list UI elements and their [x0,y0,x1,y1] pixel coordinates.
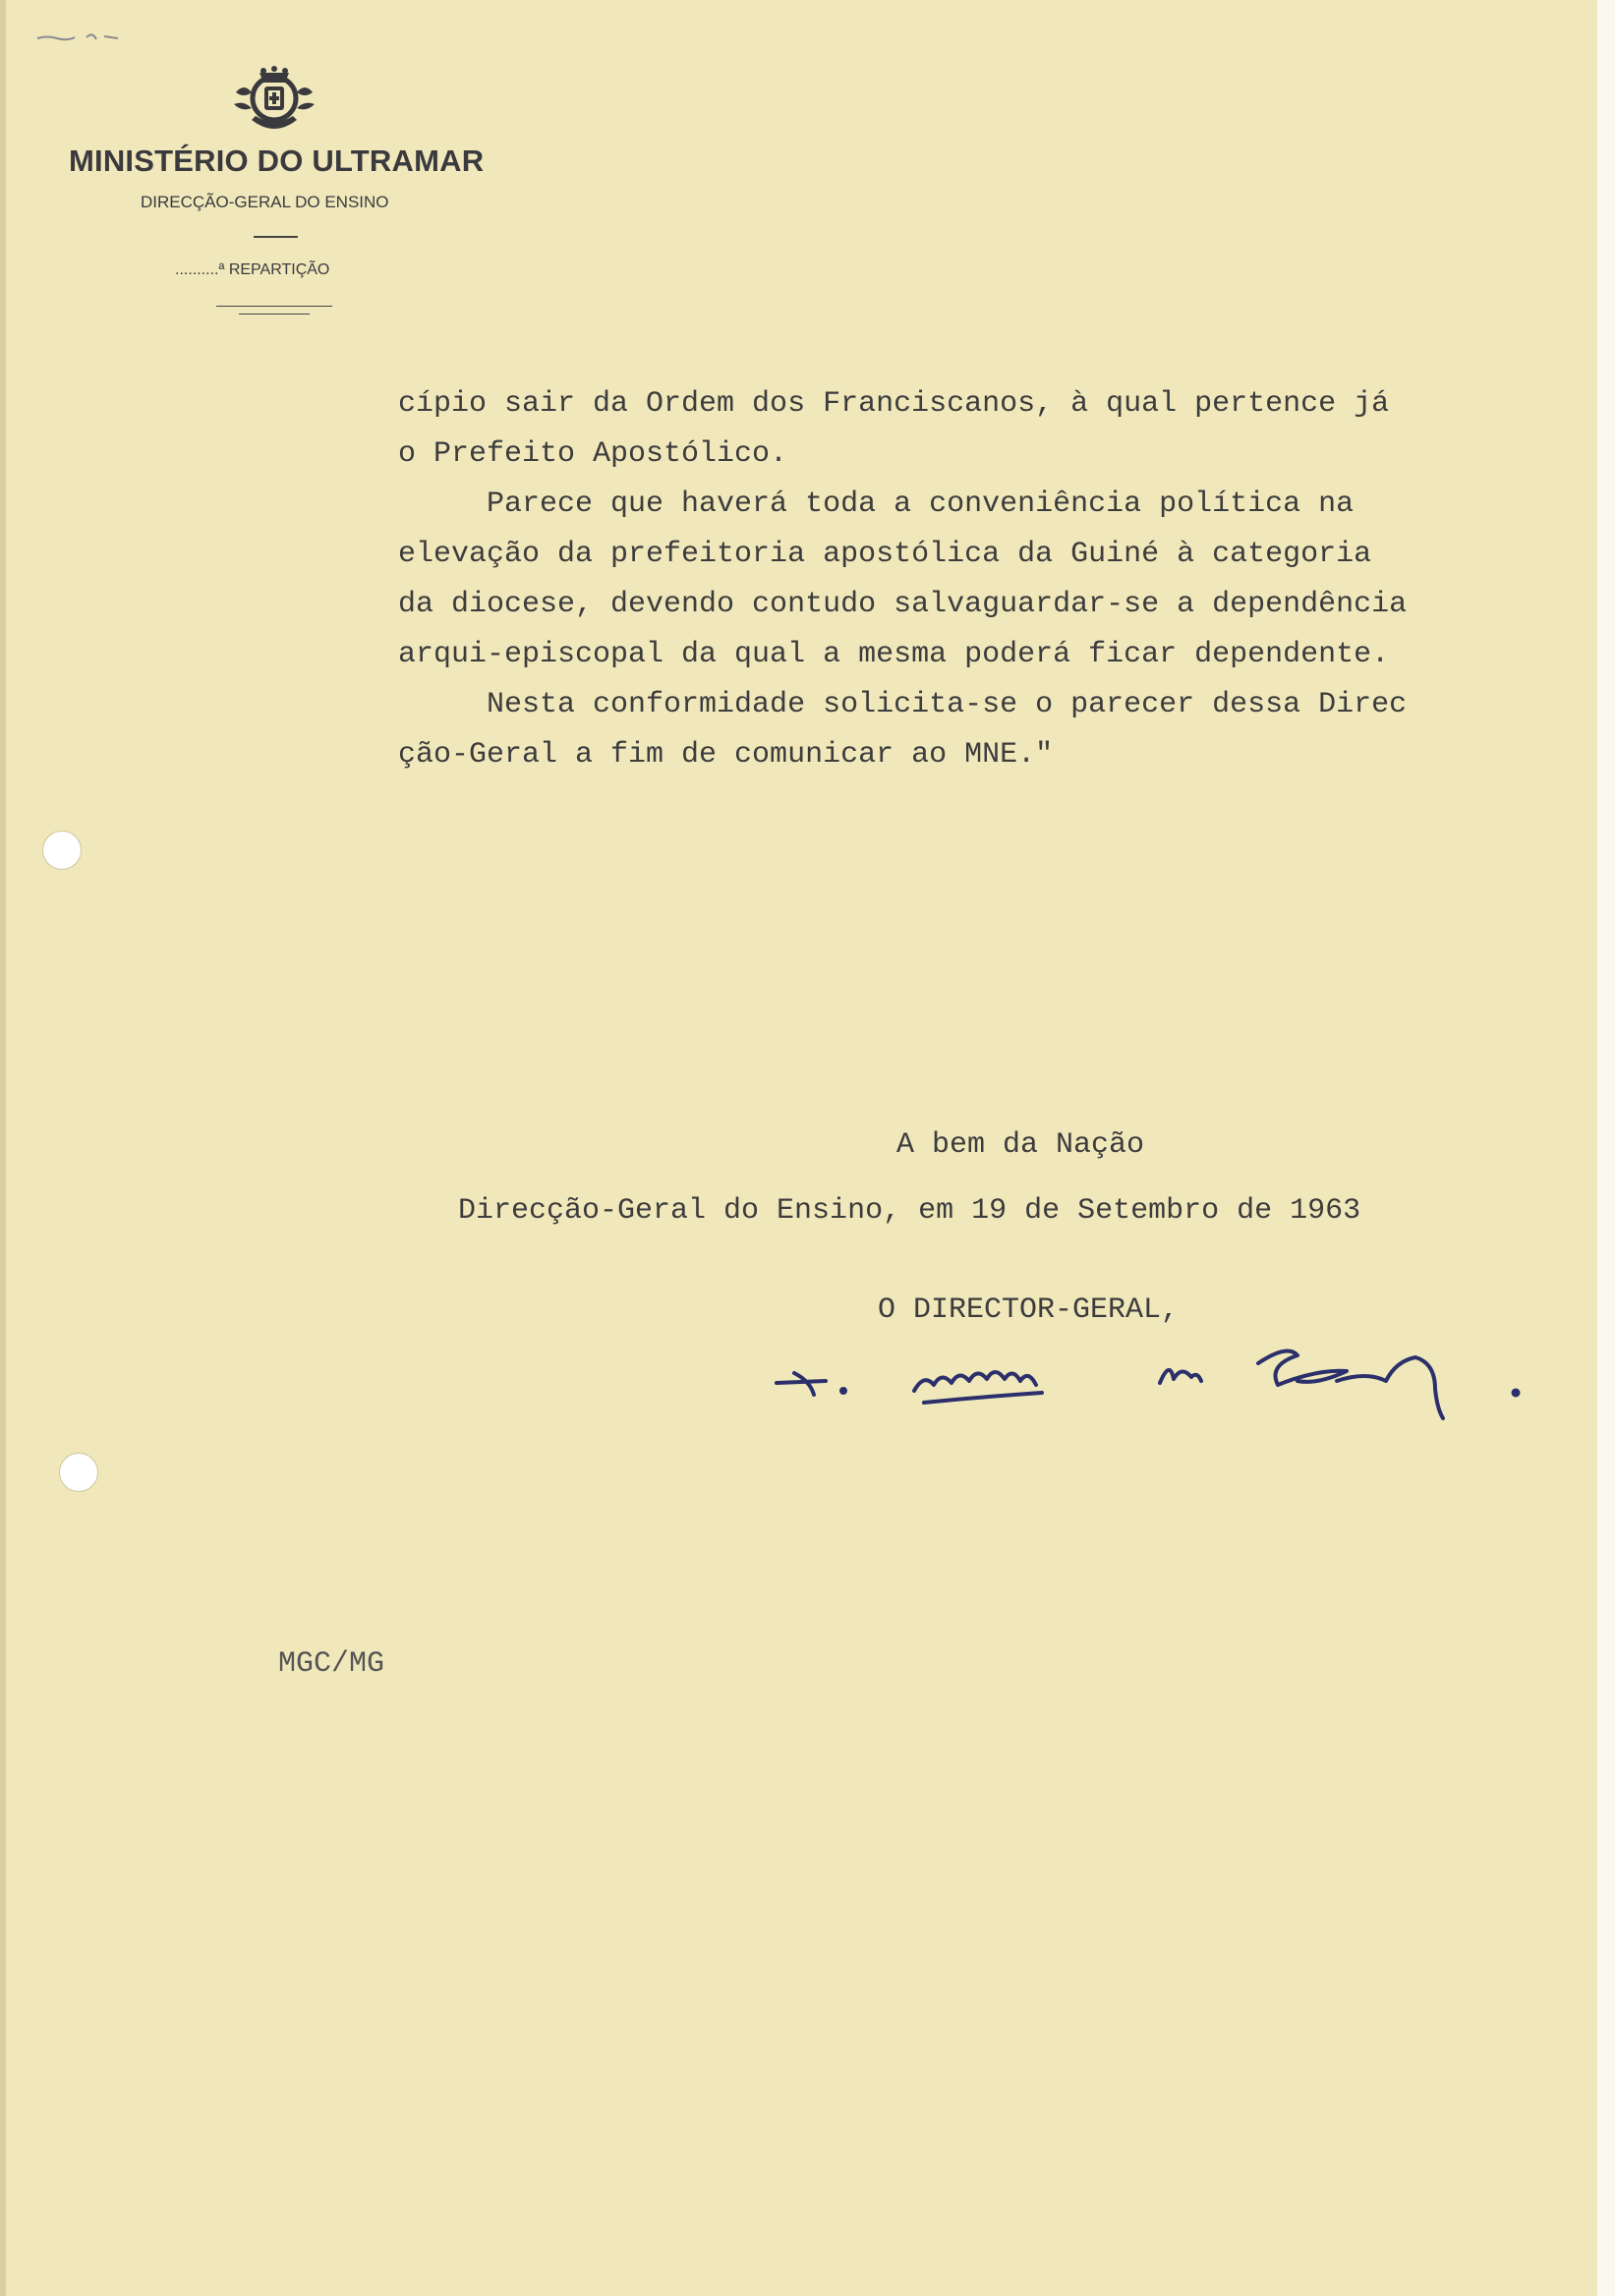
letterhead-divider [254,236,298,238]
coat-of-arms-icon [230,65,318,138]
letterhead-underline-short [239,314,310,315]
handwritten-signature [767,1322,1533,1430]
page-left-edge [0,0,6,2296]
body-line: da diocese, devendo contudo salvaguardar-se a dependência [398,588,1408,621]
signatory-title: O DIRECTOR-GERAL, [878,1293,1180,1327]
body-line: Parece que haverá toda a conveniência política na [398,488,1355,521]
body-line: elevação da prefeitoria apostólica da Guiné à categoria [398,538,1372,571]
corner-pencil-mark [35,29,144,45]
body-line: ção-Geral a fim de comunicar ao MNE." [398,738,1054,772]
letterhead-underline [216,306,332,307]
body-line: arqui-episcopal da qual a mesma poderá ficar dependente. [398,638,1390,671]
directorate-name: DIRECÇÃO-GERAL DO ENSINO [141,193,389,211]
punch-hole [42,831,82,870]
body-line: Nesta conformidade solicita-se o parecer dessa Direc [398,688,1408,721]
department-line: ..........ª REPARTIÇÃO [175,261,330,278]
body-line: cípio sair da Ordem dos Franciscanos, à qual pertence já [398,387,1390,421]
punch-hole [59,1453,98,1492]
body-line: o Prefeito Apostólico. [398,437,788,471]
letter-body [398,379,1558,780]
closing-salutation: A bem da Nação [896,1128,1145,1162]
ministry-name: MINISTÉRIO DO ULTRAMAR [69,144,485,178]
page-margin-background [1597,0,1615,2296]
date-line: Direcção-Geral do Ensino, em 19 de Setembro de 1963 [458,1194,1361,1228]
reference-initials: MGC/MG [278,1647,385,1681]
